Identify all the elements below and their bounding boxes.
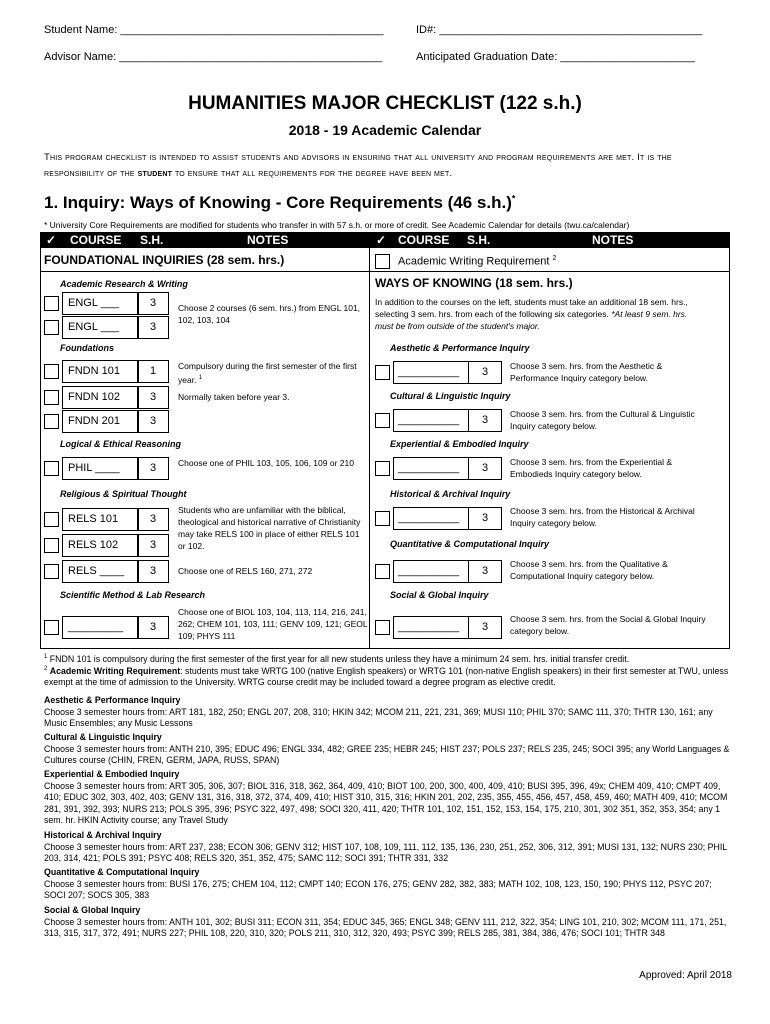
section-1-heading: 1. Inquiry: Ways of Knowing - Core Requirements (46 s.h.)*: [44, 193, 516, 212]
fndn102-sh: 3: [137, 386, 169, 409]
rels-elective-sh: 3: [137, 560, 169, 583]
phil-course[interactable]: PHIL ____: [62, 457, 139, 480]
rels102-checkbox[interactable]: [44, 538, 59, 553]
page-title: HUMANITIES MAJOR CHECKLIST (122 s.h.): [188, 93, 582, 114]
social-course[interactable]: __________: [393, 616, 469, 639]
experiential-sh: 3: [468, 457, 502, 480]
phil-note: Choose one of PHIL 103, 105, 106, 109 or 210: [178, 458, 354, 468]
quantitative-course[interactable]: __________: [393, 560, 469, 583]
quantitative-sh: 3: [468, 560, 502, 583]
intro-text: This program checklist is intended to assist students and advisors in ensuring that all university and program requirements are met. It is the responsibility of the student to ensure that all requirements for the degree have been met.: [44, 152, 672, 179]
experiential-note: Choose 3 sem. hrs. from the Experiential & Embodieds Inquiry category below.: [510, 457, 673, 479]
awr-label: Academic Writing Requirement $^2$: [398, 255, 557, 268]
science-checkbox[interactable]: [44, 620, 59, 635]
student-name-field[interactable]: Student Name: ___________________________________________: [44, 24, 384, 36]
aesthetic-heading: Aesthetic & Performance Inquiry: [390, 343, 530, 353]
fndn102-checkbox[interactable]: [44, 390, 59, 405]
fndn201-sh: 3: [137, 410, 169, 433]
footnote-1: $^1$ FNDN 101 is compulsory during the first semester of the first year for all new students unless they have a minimum 24 sem. hrs. initial transfer credit.: [44, 653, 630, 664]
quantitative-checkbox[interactable]: [375, 564, 390, 579]
rels101-checkbox[interactable]: [44, 512, 59, 527]
notes-header-right: NOTES: [592, 233, 634, 247]
historical-sh: 3: [468, 507, 502, 530]
historical-checkbox[interactable]: [375, 511, 390, 526]
category-aesthetic: Aesthetic & Performance Inquiry Choose 3 semester hours from: ART 181, 182, 250; ENGL 207, 208, 310; HKIN 342; MCOM 211, 221, 231, 369; MUSI 110; PHIL 370; SAMC 111, 370; THTR 130, 161; any Music Ensembles; any Music Lessons: [44, 695, 713, 728]
phil-checkbox[interactable]: [44, 461, 59, 476]
table-header: [40, 232, 730, 248]
phil-sh: 3: [137, 457, 169, 480]
engl-1-course[interactable]: ENGL ___: [62, 292, 139, 315]
category-experiential: Experiential & Embodied Inquiry Choose 3 semester hours from: ART 305, 306, 307; BIOL 316, 318, 362, 364, 409, 410; BIOT 100, 200, 300, 400, 409, 410; BUSI 395, 396, 49x; CHEM 409, 410; CMPT 409, 410; EDUC 302, 303, 402, 403; GENV 131, 316, 318, 372, 374, 409, 410; HIST 310, 315, 316; HKIN 201, 202, 235, 355, 455, 456, 457, 458, 459, 460; MATH 409, 410; MCOM 281, 391, 392, 393; NURS 213; POLS 395, 396; PSYC 322, 497, 498; SOCI 320, 411, 420; THTR 101, 102, 151, 152, 153, 154, 175, 210, 301, 302 351, 352, 353, 354; any 1 sem. hr. HKIN Activity course; any Travel Study: [44, 769, 728, 825]
foundations-heading: Foundations: [60, 343, 114, 353]
fndn201-checkbox[interactable]: [44, 414, 59, 429]
cultural-note: Choose 3 sem. hrs. from the Cultural & Linguistic Inquiry category below.: [510, 409, 695, 431]
engl-1-checkbox[interactable]: [44, 296, 59, 311]
rels-elective-note: Choose one of RELS 160, 271, 272: [178, 566, 313, 576]
scientific-heading: Scientific Method & Lab Research: [60, 590, 206, 600]
historical-note: Choose 3 sem. hrs. from the Historical & Archival Inquiry category below.: [510, 506, 695, 528]
footnote-2: $^2$ Academic Writing Requirement: students must take WRTG 100 (native English speakers) or WRTG 101 (non-native English speakers) in their first semester at TWU, unless exempt at the time of admission to the University. WRTG course credit may be included toward a degree program as elective credit.: [44, 665, 729, 688]
approved-date: Approved: April 2018: [639, 970, 732, 981]
religious-heading: Religious & Spiritual Thought: [60, 489, 187, 499]
historical-course[interactable]: __________: [393, 507, 469, 530]
check-header-icon: ✓: [46, 233, 57, 247]
category-cultural: Cultural & Linguistic Inquiry Choose 3 semester hours from: ANTH 210, 395; EDUC 496; ENGL 334, 482; GREE 235; HEBR 245; HIST 237; POLS 237; RELS 235, 245; SOCI 395; any World Languages & Cultures course (CHIN, FREN, GERM, JAPA, RUSS, SPAN): [44, 732, 730, 765]
category-social: Social & Global Inquiry Choose 3 semester hours from: ANTH 101, 302; BUSI 311; ECON 311, 354; EDUC 345, 365; ENGL 348; GENV 111, 212, 322, 354; LING 101, 210, 302; MCOM 111, 171, 251, 313, 315, 317, 372, 491; NURS 227; PHIL 108, 220, 310, 320; POLS 211, 310, 312, 320, 493; PSYC 399; RELS 285, 381, 384, 386, 476; SOCI 101; THTR 348: [44, 905, 727, 938]
science-note: Choose one of BIOL 103, 104, 113, 114, 216, 241, 262; CHEM 101, 103, 111; GENV 109, 121; GEOL 109; PHYS 111: [178, 607, 368, 641]
advisor-name-field[interactable]: Advisor Name: ___________________________________________: [44, 51, 383, 63]
cultural-heading: Cultural & Linguistic Inquiry: [390, 391, 511, 401]
engl-note: Choose 2 courses (6 sem. hrs.) from ENGL 101, 102, 103, 104: [178, 303, 361, 325]
awr-checkbox[interactable]: [375, 254, 390, 269]
rels-note: Students who are unfamiliar with the biblical, theological and historical narrative of Christianity may take RELS 100 in place of either RELS 101 or 102.: [178, 505, 361, 551]
engl-2-sh: 3: [137, 316, 169, 339]
rels-elective-checkbox[interactable]: [44, 564, 59, 579]
fndn102-course: FNDN 102: [62, 386, 139, 409]
cultural-sh: 3: [468, 409, 502, 432]
course-header: COURSE: [70, 233, 122, 247]
social-checkbox[interactable]: [375, 620, 390, 635]
academic-research-heading: Academic Research & Writing: [60, 279, 188, 289]
graduation-date-field[interactable]: Anticipated Graduation Date: ______________________: [416, 51, 695, 63]
experiential-course[interactable]: __________: [393, 457, 469, 480]
science-course[interactable]: _________: [62, 616, 139, 639]
science-sh: 3: [137, 616, 169, 639]
aesthetic-course[interactable]: __________: [393, 361, 469, 384]
fndn101-course: FNDN 101: [62, 360, 139, 383]
cultural-course[interactable]: __________: [393, 409, 469, 432]
id-field[interactable]: ID#: ___________________________________________: [416, 24, 703, 36]
rels102-course: RELS 102: [62, 534, 139, 557]
engl-1-sh: 3: [137, 292, 169, 315]
social-heading: Social & Global Inquiry: [390, 590, 489, 600]
social-sh: 3: [468, 616, 502, 639]
quantitative-note: Choose 3 sem. hrs. from the Qualitative & Computational Inquiry category below.: [510, 559, 668, 581]
experiential-heading: Experiential & Embodied Inquiry: [390, 439, 529, 449]
social-note: Choose 3 sem. hrs. from the Social & Global Inquiry category below.: [510, 614, 706, 636]
wok-note: In addition to the courses on the left, students must take an additional 18 sem. hrs., selecting 3 sem. hrs. from each of the following six categories. *At least 9 sem. hrs. must be from outside of the student's major.: [375, 297, 688, 331]
fndn101-checkbox[interactable]: [44, 364, 59, 379]
logical-heading: Logical & Ethical Reasoning: [60, 439, 182, 449]
rels101-sh: 3: [137, 508, 169, 531]
fndn101-note: Compulsory during the first semester of the first year. $^1$: [178, 361, 357, 385]
historical-heading: Historical & Archival Inquiry: [390, 489, 511, 499]
category-historical: Historical & Archival Inquiry Choose 3 semester hours from: ART 237, 238; ECON 306; GENV 312; HIST 107, 108, 109, 111, 112, 135, 136, 230, 251, 252, 306, 312, 391; MUSI 131, 132; NURS 230; PHIL 203, 314, 421; POLS 391; PSYC 408; RELS 320, 351, 352, 475; SAMC 112; SOCI 391; THTR 331, 332: [44, 830, 727, 863]
category-quantitative: Quantitative & Computational Inquiry Choose 3 semester hours from: BUSI 176, 275; CHEM 104, 112; CMPT 140; ECON 176, 275; GENV 282, 382, 383; MATH 102, 108, 123, 150, 190; PHYS 112, PSYC 207; SOCI 207; SOCS 305, 383: [44, 867, 712, 900]
cultural-checkbox[interactable]: [375, 413, 390, 428]
fndn201-course: FNDN 201: [62, 410, 139, 433]
rels-elective-course[interactable]: RELS ____: [62, 560, 139, 583]
course-header-right: COURSE: [398, 233, 450, 247]
section-1-note: * University Core Requirements are modified for students who transfer in with 57 s.h. or more of credit. See Academic Calendar for details (twu.ca/calendar): [44, 220, 630, 230]
experiential-checkbox[interactable]: [375, 461, 390, 476]
aesthetic-checkbox[interactable]: [375, 365, 390, 380]
ways-of-knowing-heading: WAYS OF KNOWING (18 sem. hrs.): [375, 276, 573, 290]
rels102-sh: 3: [137, 534, 169, 557]
aesthetic-sh: 3: [468, 361, 502, 384]
foundational-inquiries-heading: FOUNDATIONAL INQUIRIES (28 sem. hrs.): [44, 253, 285, 267]
engl-2-checkbox[interactable]: [44, 320, 59, 335]
engl-2-course[interactable]: ENGL ___: [62, 316, 139, 339]
check-header-icon-right: ✓: [376, 233, 387, 247]
quantitative-heading: Quantitative & Computational Inquiry: [390, 539, 550, 549]
notes-header: NOTES: [247, 233, 289, 247]
sh-header-right: S.H.: [467, 233, 491, 247]
aesthetic-note: Choose 3 sem. hrs. from the Aesthetic & Performance Inquiry category below.: [510, 361, 663, 383]
rels101-course: RELS 101: [62, 508, 139, 531]
page-subtitle: 2018 - 19 Academic Calendar: [288, 122, 482, 138]
fndn101-sh: 1: [137, 360, 169, 383]
sh-header: S.H.: [140, 233, 164, 247]
fndn102-note: Normally taken before year 3.: [178, 392, 290, 402]
